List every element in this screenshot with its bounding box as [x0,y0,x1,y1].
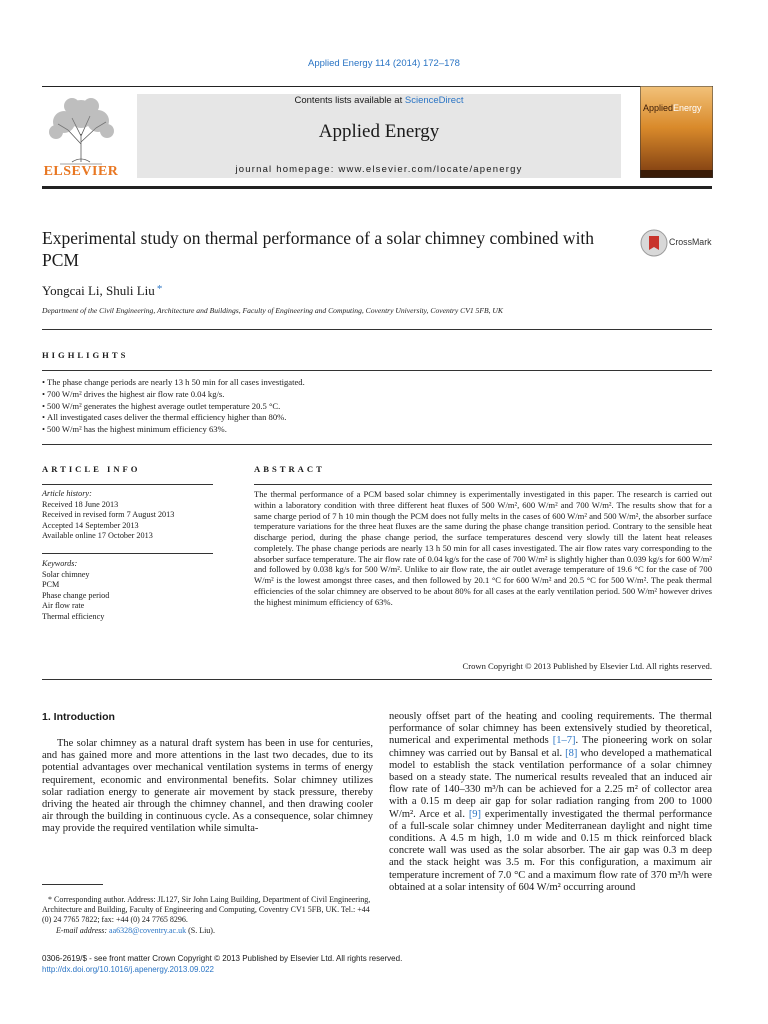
article-title: Experimental study on thermal performance of a solar chimney combined with PCM [42,228,595,270]
corresponding-author-mark[interactable]: * [156,283,163,295]
highlight-item: • 500 W/m² has the highest minimum efficiency 63%. [42,424,712,436]
doi-link[interactable]: http://dx.doi.org/10.1016/j.apenergy.2013.09.022 [42,965,214,974]
cover-image [640,86,713,178]
citation-link[interactable]: [8] [565,747,578,759]
journal-cover [640,86,713,178]
header-bottom-rule [42,186,712,189]
divider [42,329,712,330]
crossmark-badge[interactable] [640,229,720,259]
journal-citation[interactable]: Applied Energy 114 (2014) 172–178 [308,58,460,69]
crossmark-icon [640,229,668,257]
abstract-copyright: Crown Copyright © 2013 Published by Elsevier Ltd. All rights reserved. [462,661,712,671]
affiliation: Department of the Civil Engineering, Architecture and Buildings, Faculty of Engineering and Computing, Coventry University, Coventry CV1 5FB, UK [42,306,503,315]
cover-title: AppliedEnergy [643,103,702,113]
journal-homepage[interactable]: journal homepage: www.elsevier.com/locate/apenergy [235,164,523,175]
sciencedirect-link[interactable]: ScienceDirect [404,95,464,106]
authors: Yongcai Li, Shuli Liu * [42,283,163,298]
highlights-heading: HIGHLIGHTS [42,350,129,360]
journal-name: Applied Energy [318,121,440,142]
keyword: Phase change period [42,590,110,600]
history-item: Accepted 14 September 2013 [42,520,139,530]
history-item: Available online 17 October 2013 [42,531,153,541]
divider [42,679,712,680]
issn-line: 0306-2619/$ - see front matter Crown Copyright © 2013 Published by Elsevier Ltd. All rights reserved. [42,954,403,963]
abstract-text: The thermal performance of a PCM based solar chimney is experimentally investigated in this paper. The research is carried out within a laboratory condition with three different heat fluxes of 500 W/m², 600 W/m² and 700 W/m². The results show that for a same charge period of 7 h 10 min though the PCM does not fully melts in the cases of 600 W/m² and 500 W/m², the absorber surface temperature variations for the three heat fluxes are the same during the phase change transition period. Contrary to the sensible heat discharge period, during the phase change period, the surface temperatures descend very slowly till the latent heat releases completely. The phase change periods are nearly 13 h 50 min for all cases investigated. The air flow rates vary corresponding to the absorber surface temperature. The air flow rate of 0.04 kg/s for the case of 700 W/m² is slightly higher than 0.039 kg/s for 600 W/m² and followed by 0.038 kg/s for 500 W/m². Unlike to air flow rate, the air outlet average temperature of 19.6 °C for the case of 700 W/m² is the lowest amongst three cases, and then followed by 20.1 °C for 600 W/m² and 20.5 °C for 500 W/m². The peak thermal efficiencies of the solar chimney are observed to be about 80% for all cases at the early ventilation period. 500 W/m² however drives the highest minimum efficiency of 63%. [254,489,712,607]
abstract-heading: ABSTRACT [254,464,325,474]
divider [42,484,213,485]
header-top-rule [42,86,712,87]
history-item: Received 18 June 2013 [42,499,119,509]
email-link[interactable]: aa6328@coventry.ac.uk [109,925,187,935]
history-item: Received in revised form 7 August 2013 [42,510,175,520]
divider [42,553,213,554]
keyword: Solar chimney [42,569,90,579]
highlights-list [42,377,712,436]
crossmark-label: CrossMark [669,237,712,247]
intro-paragraph: The solar chimney as a natural draft system has been in use for centuries, and has gained more and more attentions in the last two decades, due to its potential advantages over mechanical ventilation systems in terms of energy requirement, economic and environmental benefits. Solar chimney utilizes solar radiation energy to generate air movement by stack pressure, thereby driving the heated air through the chimney channel, and then drawing cooler air through the building in continuous cycle. As a consequence, solar chimney may provide the required ventilation while simulta- [42,738,373,835]
article-history-label: Article history: [42,489,92,498]
highlight-item: • All investigated cases deliver the thermal efficiency higher than 80%. [42,412,712,424]
highlight-item: • 500 W/m² generates the highest average outlet temperature 20.5 °C. [42,401,712,413]
keywords [42,559,213,623]
journal-banner [137,94,621,178]
highlight-item: • 700 W/m² drives the highest air flow rate 0.04 kg/s. [42,389,712,401]
section-heading: 1. Introduction [42,711,115,723]
keyword: Thermal efficiency [42,611,105,621]
footnote-rule [42,884,103,885]
footnote-text: Corresponding author. Address: JL127, Sir John Laing Building, Department of Civil Engineering, Architecture and Building, Faculty of Engineering and Computing, Coventry CV1 5FB, UK. Tel.: +44 (0) 24 7765 7822; fax: +44 (0) 24 7765 8296. [42,895,371,925]
keyword: PCM [42,580,60,590]
intro-left-column [42,738,373,836]
intro-right-column [389,711,712,894]
elsevier-wordmark: ELSEVIER [43,164,119,179]
keywords-label: Keywords: [42,559,78,568]
footnote-mark: * [48,895,52,904]
divider [254,484,712,485]
citation-link[interactable]: [9] [468,808,482,820]
divider [42,370,712,371]
elsevier-logo [42,94,120,178]
article-info-heading: ARTICLE INFO [42,464,141,474]
intro-paragraph-continued: neously offset part of the heating and cooling requirements. The thermal performance of solar chimney has been extensively studied by theoretical, numerical and experimental methods [1–7]. The pioneering work on solar chimney was carried out by Bansal et al. [8] who developed a mathematical model to establish the stack ventilation performance of a solar chimney based on a steady state. The numerical results revealed that an induced air flow rate of 140–330 m³/h can be achieved for a 2.25 m² of collector area with a 0.15 m deep air gap for solar radiation ranging from 200 to 1000 W/m². Arce et al. [9] experimentally investigated the thermal performance of a full-scale solar chimney under Mediterranean daylight and night time conditions. A 4.5 m high, 1.0 m wide and 0.15 m thick reinforced black concrete wall was used as the solar absorber. The air gap was 0.3 m deep and the stack height was 3.5 m. For this configuration, a maximum air temperature increment of 7.0 °C and a maximum flow rate of 370 m³/h were obtained at a solar intensity of 604 W/m² occurring around [389,711,713,893]
contents-line: Contents lists available at ScienceDirect [294,95,464,106]
citation-link[interactable]: [1–7] [552,735,576,747]
divider [42,444,712,445]
keyword: Air flow rate [42,601,85,611]
highlight-item: • The phase change periods are nearly 13 h 50 min for all cases investigated. [42,377,712,389]
article-history [42,489,213,542]
footnote: * Corresponding author. Address: JL127, Sir John Laing Building, Department of Civil Engineering, Architecture and Building, Faculty of Engineering and Computing, Coventry CV1 5FB, UK. Tel.: +44 (0) 24 7765 7822; fax: +44 (0) 24 7765 8296. E-mail address: aa6328@coventry.ac.uk (S. Liu). [42,895,371,935]
